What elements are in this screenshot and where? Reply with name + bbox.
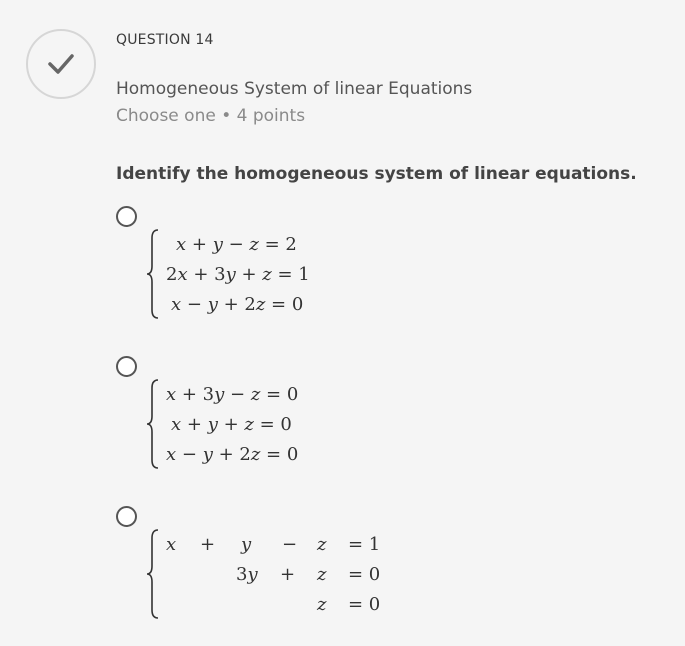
equation-line: x − y + 2z = 0 <box>171 294 304 315</box>
question-prompt: Identify the homogeneous system of linear equations. <box>116 164 637 184</box>
answer-option-3[interactable] <box>116 506 456 626</box>
equation-line: x + y + z = 0 <box>171 414 292 435</box>
equation-term: z <box>317 594 327 615</box>
answer-option-2[interactable] <box>116 356 456 476</box>
question-status-indicator <box>26 29 96 99</box>
equation-line: x + y − z = 2 <box>176 234 297 255</box>
check-icon <box>46 52 76 76</box>
left-brace-icon <box>146 378 160 470</box>
equation-term: + <box>200 534 216 555</box>
radio-button-option-2[interactable] <box>116 356 137 377</box>
equation-term: z <box>317 534 327 555</box>
answer-option-1[interactable] <box>116 206 456 326</box>
equation-term: x <box>166 534 177 555</box>
question-number: QUESTION 14 <box>116 32 214 48</box>
equation-term: 3y <box>236 564 258 585</box>
equation-line: 2x + 3y + z = 1 <box>166 264 310 285</box>
question-title: Homogeneous System of linear Equations <box>116 79 473 99</box>
equation-term: − <box>282 534 298 555</box>
radio-button-option-3[interactable] <box>116 506 137 527</box>
equation-term: = 1 <box>348 534 381 555</box>
equation-term: z <box>317 564 327 585</box>
equation-term: y <box>241 534 252 555</box>
equation-line: x − y + 2z = 0 <box>166 444 299 465</box>
left-brace-icon <box>146 528 160 620</box>
equation-term: + <box>280 564 296 585</box>
radio-button-option-1[interactable] <box>116 206 137 227</box>
equation-term: = 0 <box>348 594 381 615</box>
question-meta: Choose one • 4 points <box>116 106 306 126</box>
equation-line: x + 3y − z = 0 <box>166 384 299 405</box>
equation-term: = 0 <box>348 564 381 585</box>
left-brace-icon <box>146 228 160 320</box>
